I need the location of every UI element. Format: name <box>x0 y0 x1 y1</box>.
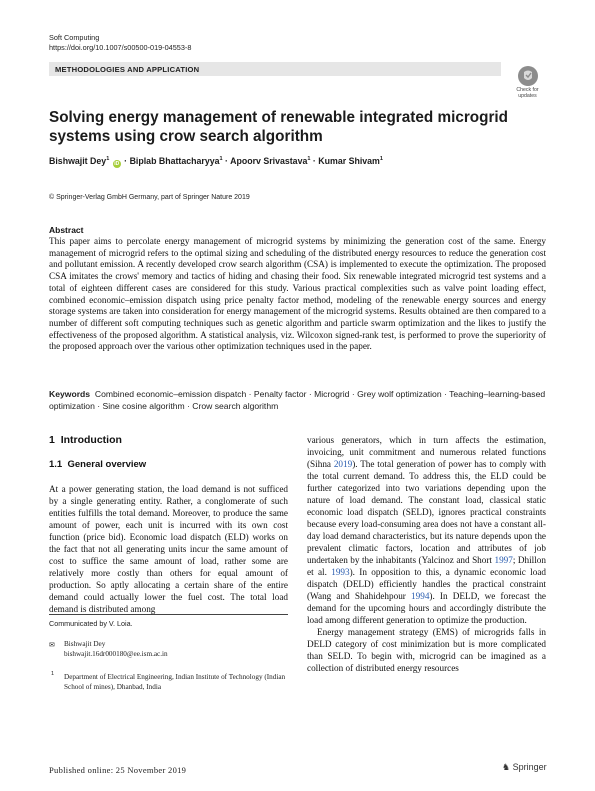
corresponding-author-name: Bishwajit Dey <box>64 640 106 648</box>
author-2-affiliation: 1 <box>219 156 223 163</box>
abstract-text: This paper aims to percolate energy management of microgrid systems by minimizing the generation cost of the same. Energy management of microgrid refers to the optimal sizing and scheduling of the distributed energy resources to reduce the generation cost and pollutant emission. A recently developed crow search algorithm (CSA) is implemented to execute the optimization. The proposed CSA imitates the crows' memory and tactics of hiding and chasing their food. Six renewable integrated microgrid test systems and a total of eighteen different cases are considered for this study. Various practical complexities such as valve point loading effect, combined economic–emission dispatch using price penalty factor method, modeling of the renewable energy sources and energy storage systems are taken into consideration for energy management of the microgrid systems. Results obtained are then compared to a number of different soft computing techniques such as genetic algorithm and particle swarm optimization and the likes to justify the effectiveness of the proposed algorithm. A statistical analysis, viz. Wilcoxon signed-rank test, is performed to prove the superiority of the proposed approach over the various other optimization techniques used in the paper. <box>49 236 546 352</box>
text-span: ). In opposition to this, a dynamic economic load dispatch (DELD) efficiently handles the practical constraint (Wang and Shahidehpour <box>307 567 546 601</box>
text-span: ). The total generation of power has to comply with the total current demand. To address this, the ELD could be further categorized into two variations depending upon the nature of load demand. The constant load, classical static economic load dispatch (SELD), ignores practical constraints because every load-consuming area does not have a constant all-day load demand characteristics, but its nature depends upon the prevalent climatic factors, location and attributes of job undertaken by the inhabitants (Yalcinoz and Short <box>307 459 546 565</box>
communicated-by: Communicated by V. Loia. <box>49 619 133 628</box>
badge-line-1: Check for <box>516 87 539 93</box>
text-span: various generators, which in turn affects the estimation, invoicing, unit commitment and numerous related functions (Sihna <box>307 435 546 469</box>
abstract-heading: Abstract <box>49 225 84 235</box>
author-separator: · <box>124 156 128 166</box>
text-span: ; Dhillon et al. <box>307 555 546 577</box>
author-3-affiliation: 1 <box>307 156 311 163</box>
author-3[interactable]: Apoorv Srivastava <box>230 156 308 166</box>
check-for-updates-badge[interactable] <box>509 66 546 100</box>
affiliation-text: Department of Electrical Engineering, Indian Institute of Technology (Indian School of mines), Dhanbad, India <box>64 673 286 691</box>
citation-link[interactable]: 1993 <box>331 567 350 577</box>
affiliation-number: 1 <box>51 671 55 677</box>
banner-label: METHODOLOGIES AND APPLICATION <box>55 65 200 74</box>
citation-link[interactable]: 2019 <box>333 459 353 469</box>
orcid-icon[interactable]: iD <box>114 161 120 167</box>
doi-link[interactable]: https://doi.org/10.1007/s00500-019-04553-8 <box>49 43 192 52</box>
citation-link[interactable]: 1997 <box>494 555 513 565</box>
author-2[interactable]: Biplab Bhattacharyya <box>129 156 220 166</box>
keywords-list: Combined economic–emission dispatch · Penalty factor · Microgrid · Grey wolf optimization · Teaching–learning-based optimization · Sine cosine algorithm · Crow search algorithm <box>49 389 546 411</box>
mail-icon: ✉ <box>49 640 56 649</box>
author-separator: · <box>225 156 228 166</box>
paper-title: Solving energy management of renewable integrated microgrid systems using crow search algorithm <box>49 109 509 145</box>
section-title: Introduction <box>60 434 122 446</box>
citation-link[interactable]: 1994 <box>411 591 430 601</box>
author-list <box>49 156 529 168</box>
publisher-logo <box>502 762 547 773</box>
keywords <box>49 388 546 412</box>
subsection-number: 1.1 <box>49 459 63 470</box>
published-date: Published online: 25 November 2019 <box>49 765 187 775</box>
author-4-affiliation: 1 <box>379 156 383 163</box>
left-column-paragraph: At a power generating station, the load demand is not sufficed by a single generating entity. Rather, a conglomerate of such entities fulfills the total demand. Moreover, to produce the same amount of power, each unit is incurred with its own cost function (price bid). Economic load dispatch (ELD) works on the fact that not all generating units incur the same amount of cost to suffice the same amount of load, rather some are relatively more costly than others for equal amount of production. So aptly allocating a certain share of the entire demand could actually lower the fuel cost. The total load demand is distributed among <box>49 484 288 614</box>
section-number: 1 <box>49 434 55 446</box>
text-span: ). In DELD, we forecast the demand for the upcoming hours and accordingly distribute the load among different generation to optimize the production. <box>307 591 546 625</box>
author-4[interactable]: Kumar Shivam <box>318 156 380 166</box>
footnote-divider <box>49 614 288 615</box>
publisher-name: Springer <box>512 762 547 772</box>
copyright-notice: © Springer-Verlag GmbH Germany, part of Springer Nature 2019 <box>49 194 250 201</box>
corresponding-author-email[interactable]: bishwajit.16dr000180@ee.ism.ac.in <box>64 650 168 658</box>
keywords-label: Keywords <box>49 389 91 399</box>
badge-line-2: updates <box>518 93 537 99</box>
right-column-paragraph-2: Energy management strategy (EMS) of microgrids falls in DELD category of cost minimization but is more complicated than SELD. To begin with, microgrid can be imagined as a collection of distributed energy resources <box>307 627 546 673</box>
springer-horse-icon: ♞ <box>502 762 511 772</box>
right-column-paragraph-1 <box>307 434 546 626</box>
journal-name: Soft Computing <box>49 33 100 42</box>
subsection-heading <box>49 459 146 470</box>
right-column <box>307 434 546 674</box>
check-updates-icon <box>518 66 538 86</box>
author-separator: · <box>312 156 316 166</box>
section-heading <box>49 434 122 446</box>
section-banner <box>49 62 501 76</box>
author-1[interactable]: Bishwajit Dey <box>49 156 107 166</box>
author-1-affiliation: 1 <box>106 156 110 163</box>
subsection-title: General overview <box>67 459 147 470</box>
